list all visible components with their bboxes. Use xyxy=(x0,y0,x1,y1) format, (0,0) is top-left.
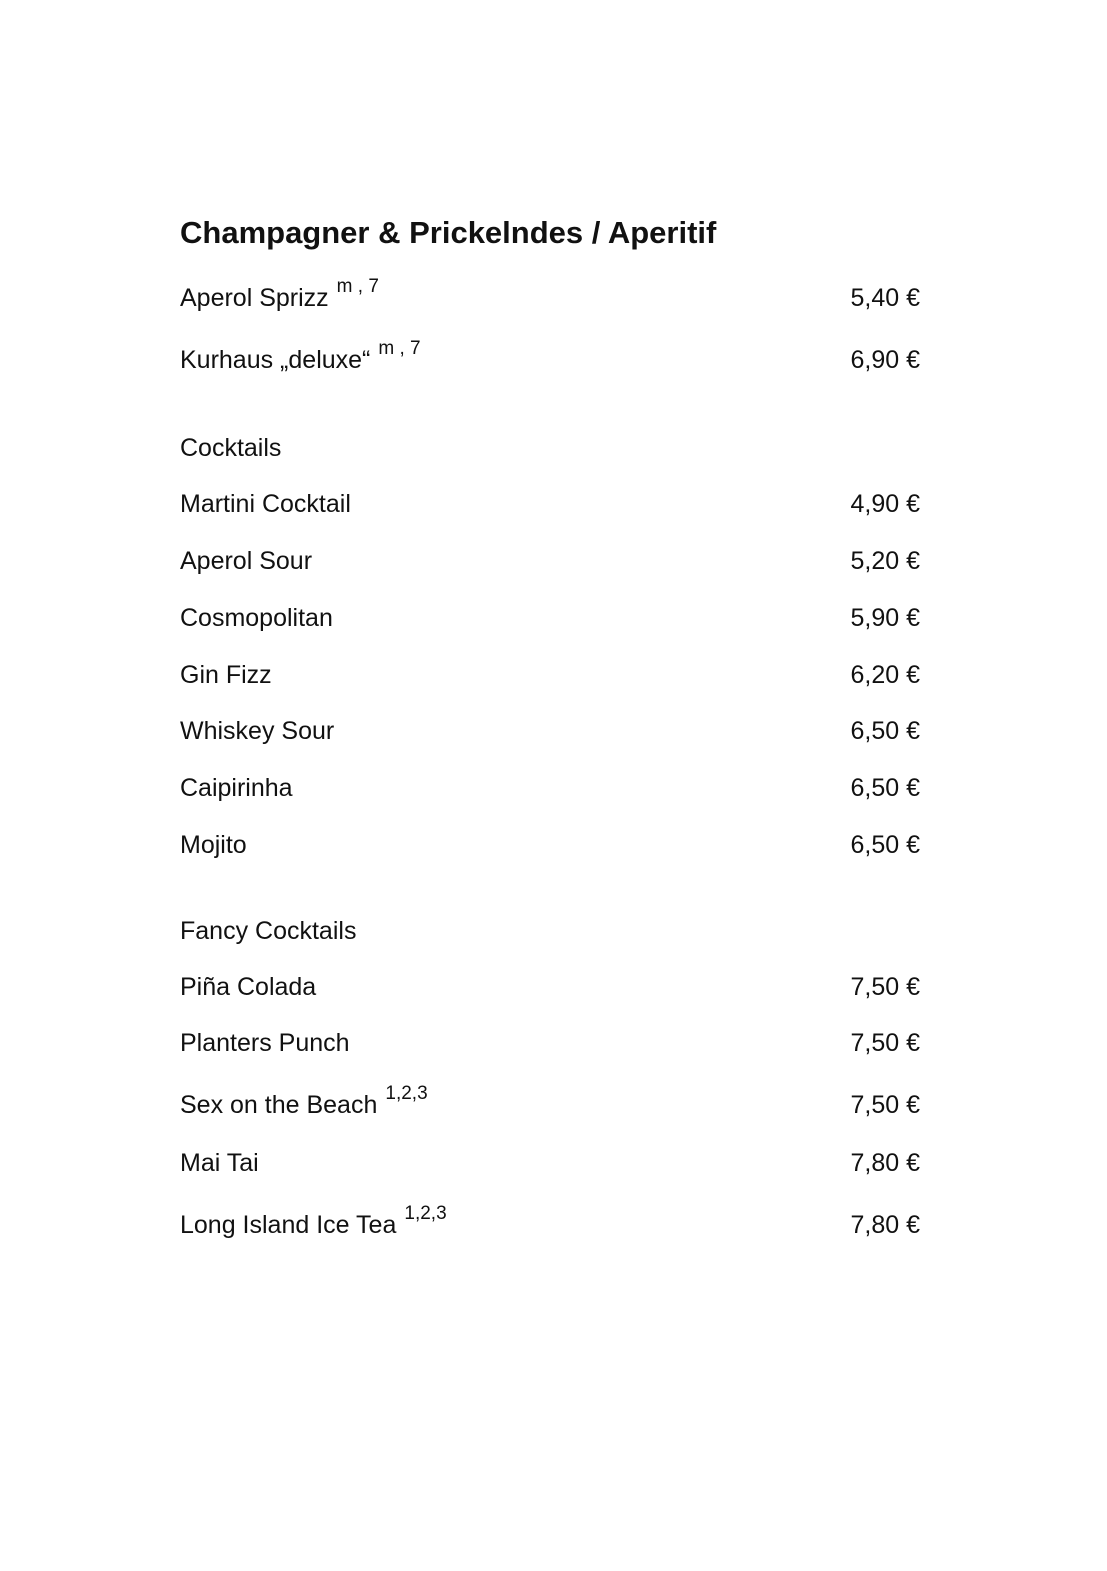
item-name: Mojito xyxy=(180,831,247,859)
allergen-note: 1,2,3 xyxy=(385,1083,428,1104)
item-name: Aperol Sour xyxy=(180,547,313,575)
menu-item xyxy=(180,278,920,318)
menu-item xyxy=(180,967,920,1007)
allergen-note: m , 7 xyxy=(336,276,379,297)
menu-item xyxy=(180,1205,920,1245)
item-price: 7,50 € xyxy=(850,973,920,1001)
item-name: Mai Tai xyxy=(180,1149,259,1177)
item-price: 7,50 € xyxy=(850,1029,920,1057)
item-name: Aperol Sprizz xyxy=(180,284,329,312)
item-name: Kurhaus „deluxe“ xyxy=(180,346,371,374)
item-price: 6,50 € xyxy=(850,831,920,859)
page-title: Champagner & Prickelndes / Aperitif xyxy=(180,215,717,250)
item-price: 7,50 € xyxy=(850,1091,920,1119)
item-price: 5,90 € xyxy=(850,604,920,632)
section-heading-cocktails: Cocktails xyxy=(180,434,282,462)
menu-item xyxy=(180,825,920,865)
menu-item xyxy=(180,598,920,638)
item-price: 7,80 € xyxy=(850,1211,920,1239)
menu-item xyxy=(180,541,920,581)
item-name: Cosmopolitan xyxy=(180,604,333,632)
item-price: 6,50 € xyxy=(850,717,920,745)
menu-item xyxy=(180,768,920,808)
item-name: Whiskey Sour xyxy=(180,717,335,745)
item-price: 6,90 € xyxy=(850,346,920,374)
allergen-note: m , 7 xyxy=(378,338,421,359)
menu-item xyxy=(180,484,920,524)
menu-item xyxy=(180,655,920,695)
item-name: Piña Colada xyxy=(180,973,317,1001)
item-name: Sex on the Beach xyxy=(180,1091,378,1119)
section-heading-fancy-cocktails: Fancy Cocktails xyxy=(180,917,357,945)
item-price: 4,90 € xyxy=(850,490,920,518)
item-price: 6,20 € xyxy=(850,661,920,689)
menu-item xyxy=(180,340,920,380)
allergen-note: 1,2,3 xyxy=(404,1203,447,1224)
item-name: Long Island Ice Tea xyxy=(180,1211,397,1239)
menu-item xyxy=(180,1085,920,1125)
item-name: Martini Cocktail xyxy=(180,490,351,518)
menu-item xyxy=(180,1143,920,1183)
item-name: Planters Punch xyxy=(180,1029,350,1057)
menu-item xyxy=(180,711,920,751)
item-price: 5,40 € xyxy=(850,284,920,312)
item-name: Caipirinha xyxy=(180,774,293,802)
item-price: 5,20 € xyxy=(850,547,920,575)
menu-item xyxy=(180,1023,920,1063)
item-price: 6,50 € xyxy=(850,774,920,802)
item-name: Gin Fizz xyxy=(180,661,272,689)
item-price: 7,80 € xyxy=(850,1149,920,1177)
